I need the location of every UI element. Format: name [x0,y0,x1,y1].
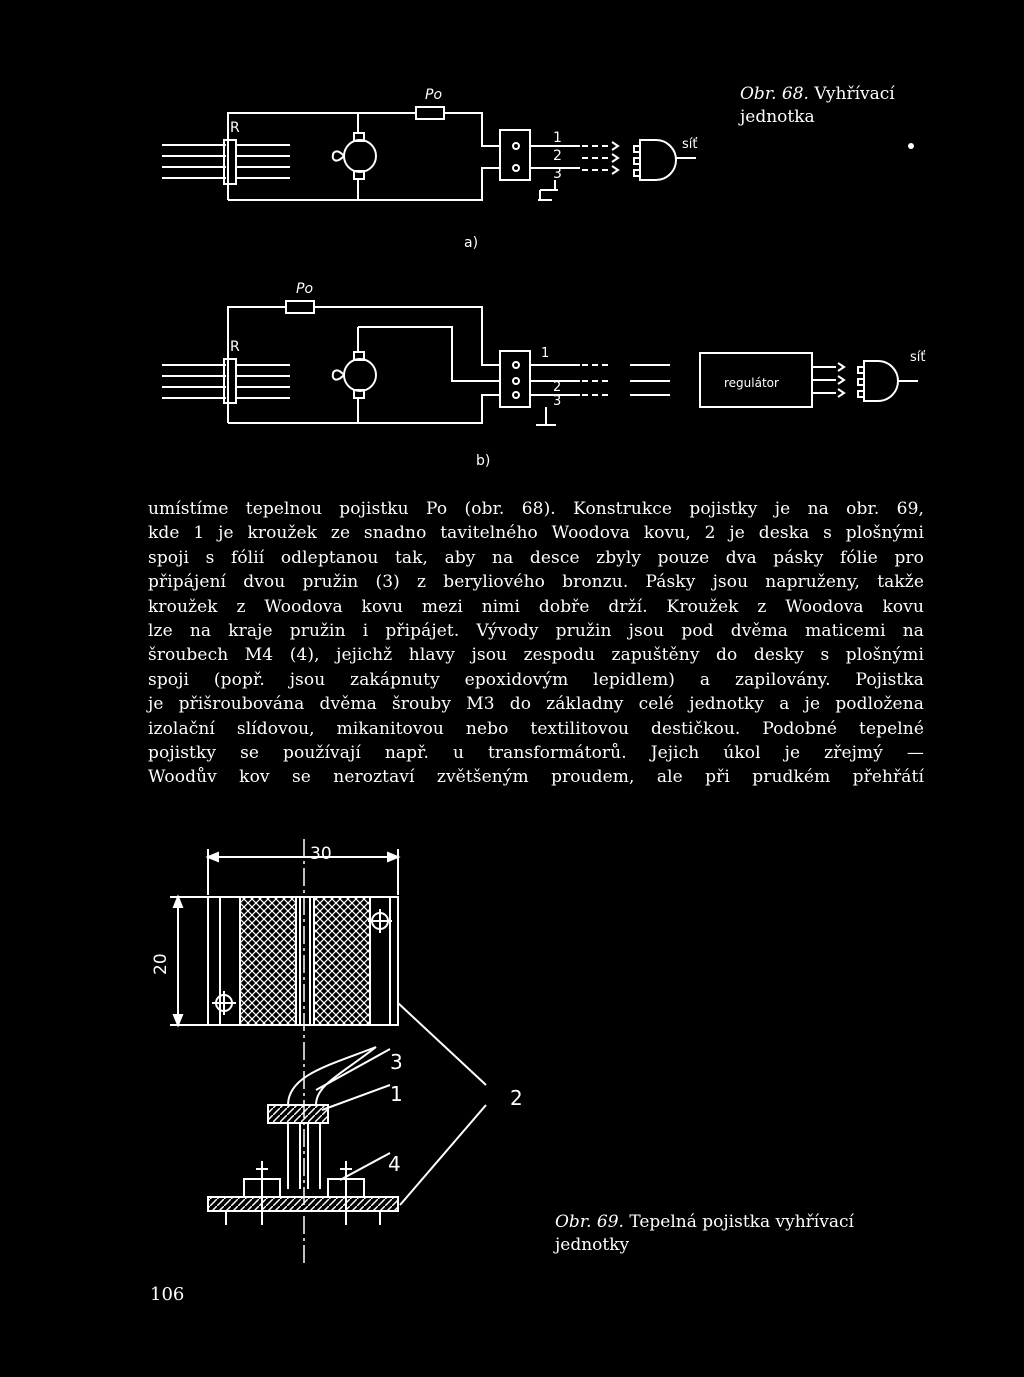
fan-motor-b [344,359,376,391]
body-paragraph [148,497,924,790]
width-dimension-label: 30 [310,844,332,864]
text-line: spoji (popř. jsou zakápnuty epoxidovým lepidlem) a zapilovány. Pojistka [148,669,924,690]
text-line: umístíme tepelnou pojistku Po (obr. 68). Konstrukce pojistky je na obr. 69, [148,499,924,519]
spring-strip-left [240,897,296,1025]
terminal-2-b: 2 [553,380,562,395]
fuse-construction-drawing [140,835,560,1275]
page-number: 106 [150,1284,185,1305]
terminal-1-a: 1 [553,130,562,146]
heater-element-b [162,359,290,403]
circuit-diagram-a [0,0,1024,260]
text-line: lze na kraje pružin i připájet. Vývody pružin jsou pod dvěma maticemi na [148,621,924,642]
text-line: připájení dvou pružin (3) z beryliového bronzu. Pásky jsou napruženy, takže [148,572,924,593]
callout-4: 4 [388,1152,401,1176]
figure-69-title: Tepelná pojistka vyhřívací [629,1212,854,1232]
text-line: Woodův kov se neroztaví zvětšeným proudem, ale při prudkém přehřátí [148,767,924,788]
circuit-diagram-b [0,265,1024,485]
figure-68-title-line2: jednotka [740,107,815,127]
text-line: kde 1 je kroužek ze snadno tavitelného Woodova kovu, 2 je deska s plošnými [148,523,924,544]
callout-1: 1 [390,1082,403,1106]
regulator-label: regulátor [724,376,779,390]
terminal-3-b: 3 [553,394,562,409]
mains-label-a: síť [682,137,698,152]
panel-b-label: b) [476,453,491,469]
fuse-symbol-a [416,107,444,119]
fuse-symbol-b [286,301,314,313]
fuse-label-b: Po [296,281,314,297]
terminal-2-a: 2 [553,148,562,164]
text-line: je přišroubována dvěma šrouby M3 do základny celé jednotky a je podložena [148,694,924,715]
fuse-label-a: Po [425,87,443,103]
height-dimension-label: 20 [151,953,171,975]
heater-element-a [162,140,290,184]
figure-68-title: Vyhřívací [814,84,895,104]
resistor-label-a: R [230,120,240,136]
terminal-1-b: 1 [541,346,550,361]
callout-3: 3 [390,1050,403,1074]
connector-block-a [500,130,530,180]
figure-69-caption [555,1211,854,1257]
text-line: spoji s fólií odleptanou tak, aby na desce zbyly pouze dva pásky fólie pro [148,547,924,568]
spring-strip-right [314,897,370,1025]
resistor-label-b: R [230,339,240,355]
mains-label-b: síť [910,350,926,365]
mains-plug-b [858,361,918,401]
terminal-3-a: 3 [553,166,562,182]
text-line: pojistky se používají např. u transformátorů. Jejich úkol je zřejmý — [148,743,924,764]
pcb-plate-side-view [208,1197,398,1211]
woods-metal-ring [268,1105,328,1123]
figure-68-number: Obr. 68. [740,84,809,104]
callout-2: 2 [510,1086,523,1110]
text-line: šroubech M4 (4), jejichž hlavy jsou zespodu zapuštěny do desky s plošnými [148,645,924,666]
figure-69-title-line2: jednotky [555,1235,630,1255]
text-line: izolační slídovou, mikanitovou nebo textilitovou destičkou. Podobné tepelné [148,718,924,739]
panel-a-label: a) [464,235,479,251]
text-line: kroužek z Woodova kovu mezi nimi dobře drží. Kroužek z Woodova kovu [148,596,924,617]
fan-motor-a [344,140,376,172]
figure-69-number: Obr. 69. [555,1212,624,1232]
